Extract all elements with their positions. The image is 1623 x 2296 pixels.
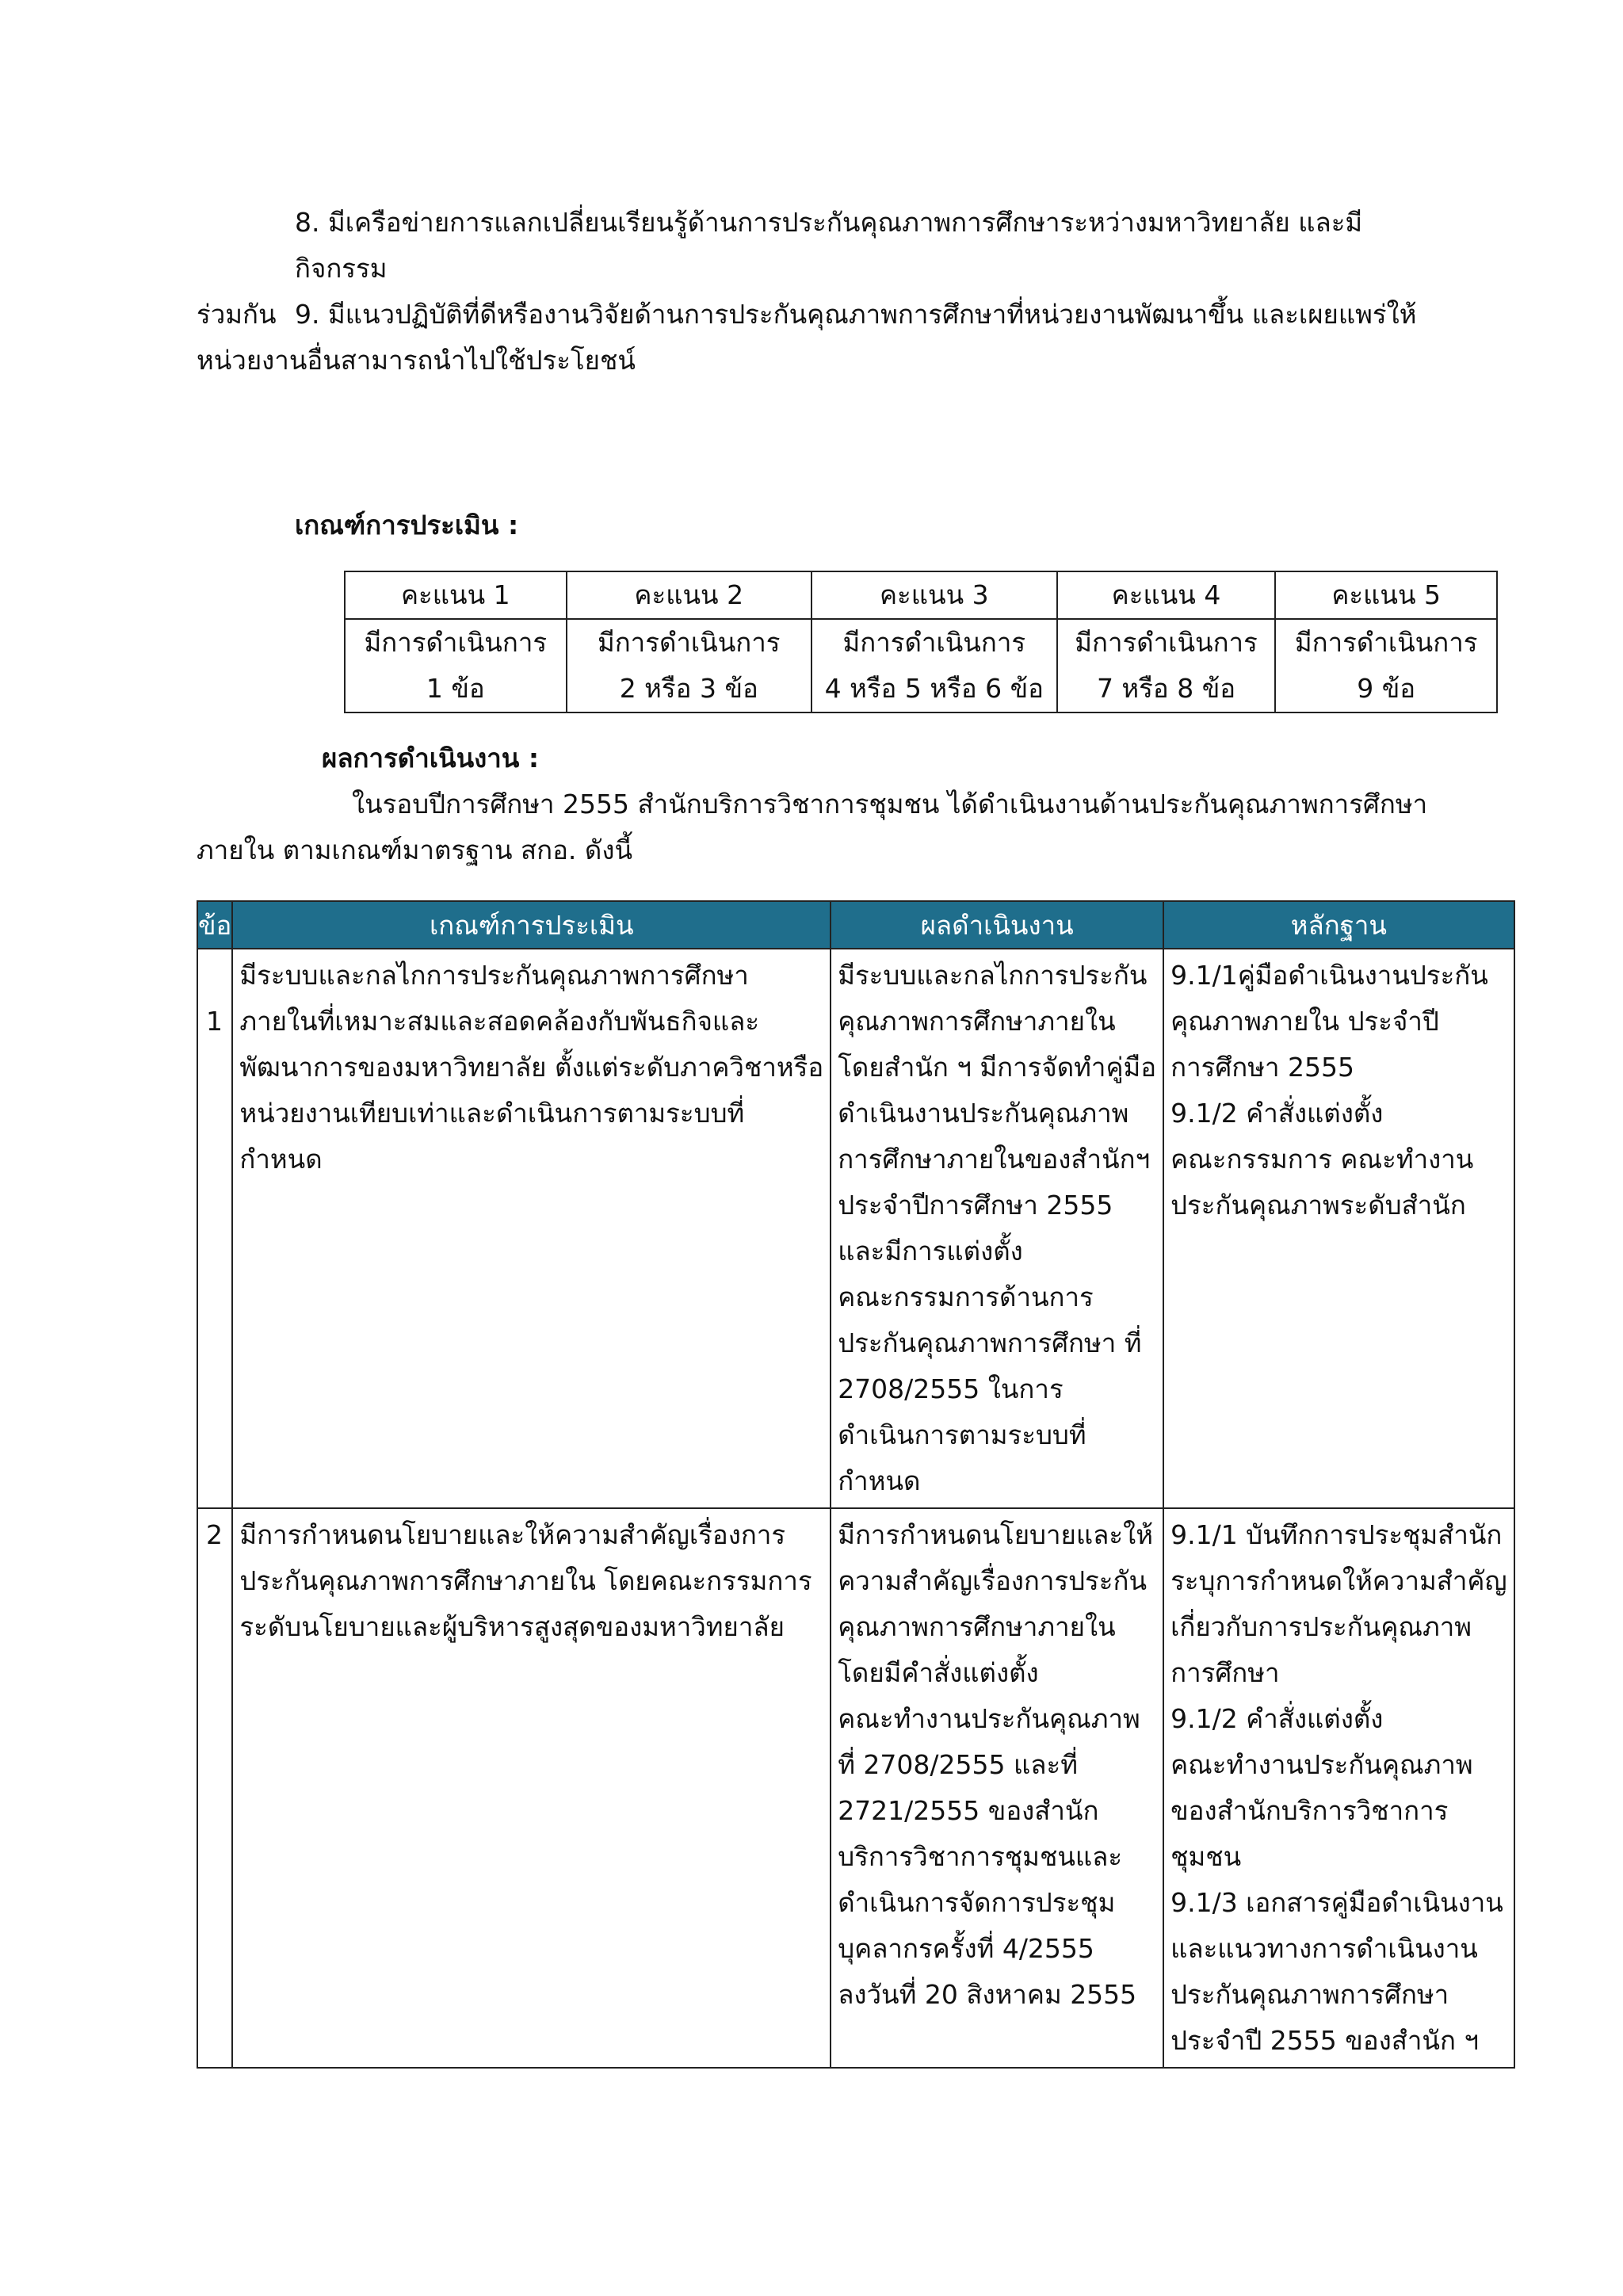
evidence-cell-line: เกี่ยวกับการประกันคุณภาพ — [1170, 1611, 1472, 1642]
results-table-header-row — [197, 901, 1514, 949]
score-cell-2-line2: 2 หรือ 3 ข้อ — [619, 673, 758, 704]
intro-item-9-line2: หน่วยงานอื่นสามารถนำไปใช้ประโยชน์ — [197, 345, 636, 376]
result-cell-line: คุณภาพการศึกษาภายใน — [838, 1611, 1116, 1642]
criteria-cell-line: มีระบบและกลไกการประกันคุณภาพการศึกษา — [239, 960, 749, 991]
result-cell-line: ความสำคัญเรื่องการประกัน — [838, 1565, 1148, 1596]
results-text-line2: ภายใน ตามเกณฑ์มาตรฐาน สกอ. ดังนี้ — [197, 835, 633, 865]
col-header-evidence: หลักฐาน — [1163, 901, 1514, 949]
evidence-cell-line: ของสำนักบริการวิชาการ — [1170, 1795, 1449, 1826]
row-number — [197, 1508, 232, 2068]
result-cell-line: โดยมีคำสั่งแต่งตั้ง — [838, 1657, 1039, 1688]
result-cell-line: ดำเนินงานประกันคุณภาพ — [838, 1098, 1129, 1129]
score-table-value-row — [345, 619, 1497, 712]
score-cell-4 — [1057, 619, 1276, 712]
evidence-cell-line: 9.1/3 เอกสารคู่มือดำเนินงาน — [1170, 1887, 1503, 1918]
result-cell-line: ประกันคุณภาพการศึกษา ที่ — [838, 1328, 1142, 1358]
score-cell-4-line1: มีการดำเนินการ — [1075, 627, 1258, 658]
score-header-3: คะแนน 3 — [812, 571, 1057, 619]
evidence-cell-line: ประจำปี 2555 ของสำนัก ฯ — [1170, 2025, 1479, 2056]
criteria-cell-line: ระดับนโยบายและผู้บริหารสูงสุดของมหาวิทยาลัย — [239, 1611, 785, 1642]
score-cell-1-line1: มีการดำเนินการ — [364, 627, 548, 658]
score-cell-5-line2: 9 ข้อ — [1357, 673, 1416, 704]
evidence-cell-line: คณะกรรมการ คณะทำงาน — [1170, 1144, 1474, 1175]
score-header-2: คะแนน 2 — [567, 571, 812, 619]
result-cell-line: 2721/2555 ของสำนัก — [838, 1795, 1099, 1826]
table-row — [197, 949, 1514, 1508]
evidence-cell-line: การศึกษา 2555 — [1170, 1052, 1355, 1083]
result-cell-line: กำหนด — [838, 1465, 921, 1496]
evidence-cell-line: ระบุการกำหนดให้ความสำคัญ — [1170, 1565, 1507, 1596]
col-header-num: ข้อ — [197, 901, 232, 949]
criteria-cell-line: ประกันคุณภาพการศึกษาภายใน โดยคณะกรรมการ — [239, 1565, 812, 1596]
score-table — [344, 571, 1498, 713]
col-header-result: ผลดำเนินงาน — [831, 901, 1163, 949]
results-table — [197, 900, 1515, 2069]
results-heading: ผลการดำเนินงาน : — [322, 743, 540, 774]
result-cell-line: ลงวันที่ 20 สิงหาคม 2555 — [838, 1979, 1137, 2010]
evidence-cell — [1163, 1508, 1514, 2068]
score-cell-1 — [345, 619, 567, 712]
score-cell-3-line2: 4 หรือ 5 หรือ 6 ข้อ — [824, 673, 1044, 704]
score-cell-4-line2: 7 หรือ 8 ข้อ — [1096, 673, 1236, 704]
score-cell-2 — [567, 619, 812, 712]
evidence-cell-line: 9.1/2 คำสั่งแต่งตั้ง — [1170, 1098, 1384, 1129]
result-cell-line: ดำเนินการจัดการประชุม — [838, 1887, 1116, 1918]
criteria-cell-line: หน่วยงานเทียบเท่าและดำเนินการตามระบบที่ — [239, 1098, 745, 1129]
score-cell-2-line1: มีการดำเนินการ — [597, 627, 781, 658]
result-cell-line: มีระบบและกลไกการประกัน — [838, 960, 1148, 991]
result-cell-line: คุณภาพการศึกษาภายใน — [838, 1006, 1116, 1037]
score-cell-1-line2: 1 ข้อ — [426, 673, 485, 704]
result-cell-line: โดยสำนัก ฯ มีการจัดทำคู่มือ — [838, 1052, 1157, 1083]
criteria-cell — [232, 1508, 831, 2068]
result-cell-line: การศึกษาภายในของสำนักฯ — [838, 1144, 1151, 1175]
result-cell-line: และมีการแต่งตั้ง — [838, 1236, 1023, 1266]
result-cell-line: 2708/2555 ในการ — [838, 1373, 1064, 1404]
table-row — [197, 1508, 1514, 2068]
evidence-cell-line: ประกันคุณภาพการศึกษา — [1170, 1979, 1449, 2010]
intro-item-8-line2: ร่วมกัน — [197, 299, 277, 330]
row-number-text: 1 — [206, 1006, 223, 1037]
score-cell-3-line1: มีการดำเนินการ — [842, 627, 1026, 658]
result-cell-line: ดำเนินการตามระบบที่ — [838, 1419, 1086, 1450]
criteria-cell-line: ภายในที่เหมาะสมและสอดคล้องกับพันธกิจและ — [239, 1006, 760, 1037]
score-header-5: คะแนน 5 — [1275, 571, 1497, 619]
score-cell-5-line1: มีการดำเนินการ — [1294, 627, 1478, 658]
result-cell-line: ประจำปีการศึกษา 2555 — [838, 1190, 1113, 1221]
criteria-cell-line: พัฒนาการของมหาวิทยาลัย ตั้งแต่ระดับภาควิชาหรือ — [239, 1052, 824, 1083]
score-cell-5 — [1275, 619, 1497, 712]
evidence-cell-line: 9.1/1คู่มือดำเนินงานประกัน — [1170, 960, 1488, 991]
result-cell-line: บริการวิชาการชุมชนและ — [838, 1841, 1123, 1872]
criteria-heading: เกณฑ์การประเมิน : — [295, 510, 519, 541]
score-header-1: คะแนน 1 — [345, 571, 567, 619]
criteria-cell-line: มีการกำหนดนโยบายและให้ความสำคัญเรื่องการ — [239, 1519, 786, 1550]
score-header-4: คะแนน 4 — [1057, 571, 1276, 619]
evidence-cell-line: ชุมชน — [1170, 1841, 1242, 1872]
result-cell-line: ที่ 2708/2555 และที่ — [838, 1749, 1078, 1780]
evidence-cell-line: คุณภาพภายใน ประจำปี — [1170, 1006, 1439, 1037]
result-cell — [831, 949, 1163, 1508]
results-text — [197, 781, 1433, 873]
intro-item-9 — [197, 292, 1433, 384]
result-cell-line: คณะทำงานประกันคุณภาพ — [838, 1703, 1140, 1734]
score-table-header-row — [345, 571, 1497, 619]
score-cell-3 — [812, 619, 1057, 712]
row-number — [197, 949, 232, 1508]
result-cell-line: คณะกรรมการด้านการ — [838, 1282, 1094, 1312]
evidence-cell — [1163, 949, 1514, 1508]
result-cell-line: บุคลากรครั้งที่ 4/2555 — [838, 1933, 1094, 1964]
col-header-criteria: เกณฑ์การประเมิน — [232, 901, 831, 949]
intro-item-9-line1: 9. มีแนวปฏิบัติที่ดีหรืองานวิจัยด้านการประกันคุณภาพการศึกษาที่หน่วยงานพัฒนาขึ้น และเผยแพร่ให้ — [295, 299, 1417, 330]
intro-item-8-line1: 8. มีเครือข่ายการแลกเปลี่ยนเรียนรู้ด้านการประกันคุณภาพการศึกษาระหว่างมหาวิทยาลัย และมีกิจกรรม — [295, 207, 1363, 284]
result-cell-line: มีการกำหนดนโยบายและให้ — [838, 1519, 1153, 1550]
evidence-cell-line: 9.1/1 บันทึกการประชุมสำนัก — [1170, 1519, 1503, 1550]
results-text-line1: ในรอบปีการศึกษา 2555 สำนักบริการวิชาการชุมชน ได้ดำเนินงานด้านประกันคุณภาพการศึกษา — [352, 789, 1428, 819]
evidence-cell-line: และแนวทางการดำเนินงาน — [1170, 1933, 1478, 1964]
evidence-cell-line: คณะทำงานประกันคุณภาพ — [1170, 1749, 1473, 1780]
evidence-cell-line: 9.1/2 คำสั่งแต่งตั้ง — [1170, 1703, 1384, 1734]
criteria-cell — [232, 949, 831, 1508]
result-cell — [831, 1508, 1163, 2068]
criteria-cell-line: กำหนด — [239, 1144, 323, 1175]
evidence-cell-line: ประกันคุณภาพระดับสำนัก — [1170, 1190, 1466, 1221]
row-number-text: 2 — [206, 1519, 223, 1550]
evidence-cell-line: การศึกษา — [1170, 1657, 1280, 1688]
